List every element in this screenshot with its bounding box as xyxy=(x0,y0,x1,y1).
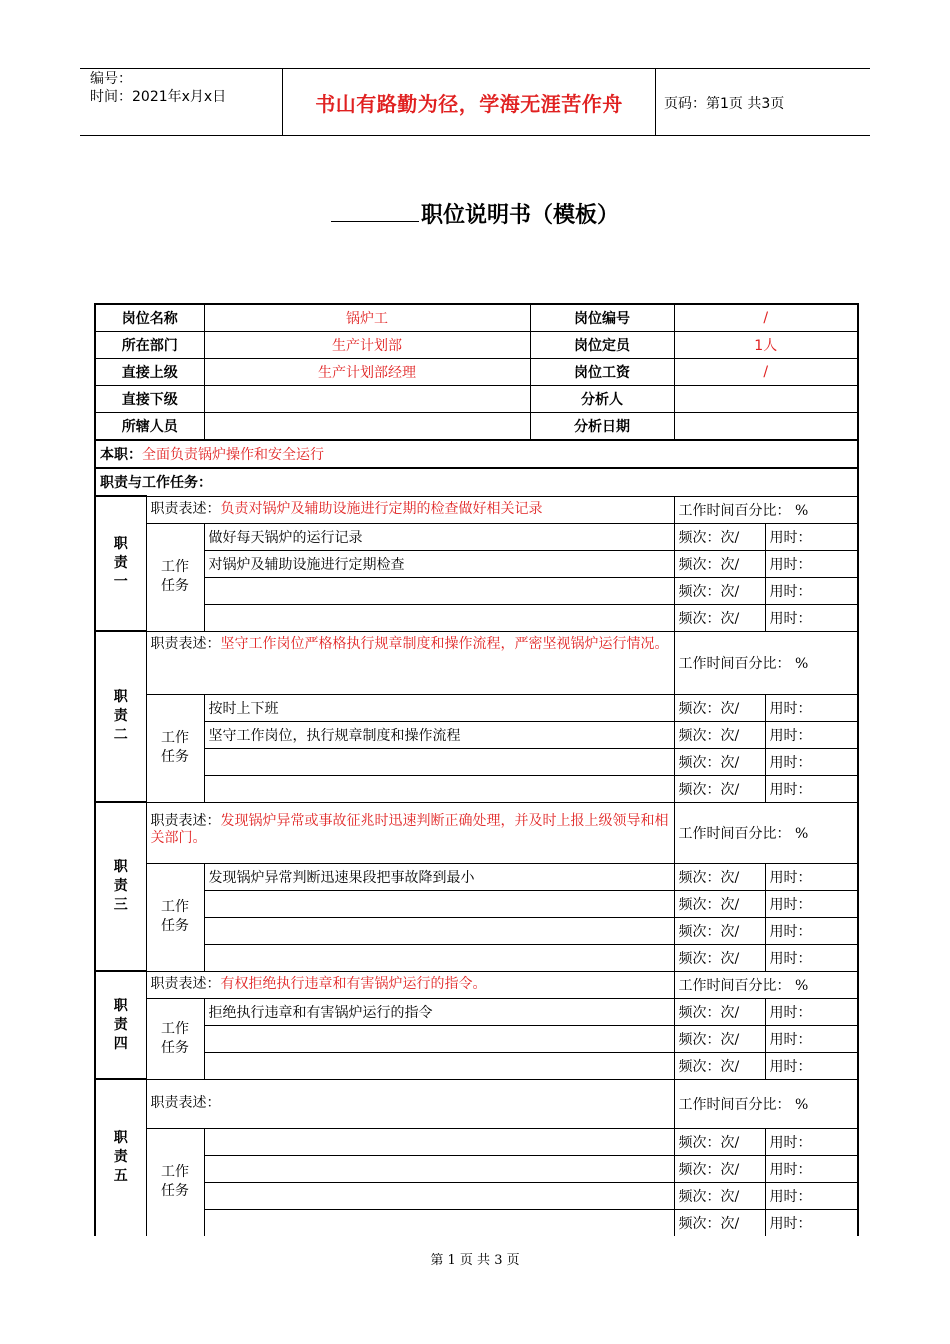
title-blank-line xyxy=(331,201,419,222)
job-description-form xyxy=(94,303,859,1236)
resp-2-task-3-freq: 频次：次/ xyxy=(674,748,765,775)
resp-5-desc-label: 职责表述： xyxy=(150,1095,221,1111)
resp-1-pct: 工作时间百分比： % xyxy=(674,496,858,523)
resp-5-task-2-freq: 频次：次/ xyxy=(674,1155,765,1182)
resp-5-task-4-used: 用时： xyxy=(765,1209,858,1236)
resp-2-desc-label: 职责表述： xyxy=(150,635,221,652)
resp-2-task-3 xyxy=(204,748,674,775)
duty-label: 本职： xyxy=(100,447,142,463)
resp-3-task-4 xyxy=(204,944,674,971)
resp-5-task-3-freq: 频次：次/ xyxy=(674,1182,765,1209)
resp-1-task-4-freq: 频次：次/ xyxy=(674,604,765,631)
resp-2-task-1-freq: 频次：次/ xyxy=(674,694,765,721)
resp-1-name xyxy=(95,496,146,631)
resp-1-task-4 xyxy=(204,604,674,631)
resp-2-task-label: 工作 任务 xyxy=(146,694,204,802)
page-footer: 第 1 页 共 3 页 xyxy=(430,1253,520,1268)
salary-label: 岗位工资 xyxy=(530,359,674,386)
headcount-label: 岗位定员 xyxy=(530,332,674,359)
resp-3-task-3-used: 用时： xyxy=(765,917,858,944)
headcount-value: 1人 xyxy=(674,332,858,359)
resp-2-desc-text: 坚守工作岗位严格格执行规章制度和操作流程，严密坚视锅炉运行情况。 xyxy=(220,635,669,652)
analyst-label: 分析人 xyxy=(530,386,674,413)
resp-5-desc xyxy=(146,1079,674,1128)
page-title xyxy=(0,198,950,229)
resp-1-task-1: 做好每天锅炉的运行记录 xyxy=(204,523,674,550)
post-name-value: 锅炉工 xyxy=(204,304,530,332)
resp-2-task-2: 坚守工作岗位，执行规章制度和操作流程 xyxy=(204,721,674,748)
resp-4-task-3-used: 用时： xyxy=(765,1052,858,1079)
resp-5-pct: 工作时间百分比： % xyxy=(674,1079,858,1128)
resp-2-task-2-freq: 频次：次/ xyxy=(674,721,765,748)
resp-3-task-4-used: 用时： xyxy=(765,944,858,971)
resp-2-pct: 工作时间百分比： % xyxy=(674,631,858,694)
resp-4-task-2-used: 用时： xyxy=(765,1025,858,1052)
resp-2-task-4-used: 用时： xyxy=(765,775,858,802)
resp-1-task-4-used: 用时： xyxy=(765,604,858,631)
resp-5-task-label: 工作 任务 xyxy=(146,1128,204,1236)
resp-2-task-1-used: 用时： xyxy=(765,694,858,721)
resp-4-task-3 xyxy=(204,1052,674,1079)
resp-4-task-3-freq: 频次：次/ xyxy=(674,1052,765,1079)
superior-label: 直接上级 xyxy=(95,359,204,386)
header-top-rule xyxy=(80,68,870,69)
resp-5-task-1 xyxy=(204,1128,674,1155)
header-meta xyxy=(90,70,226,106)
resp-4-desc-label: 职责表述： xyxy=(150,976,221,992)
resp-4-desc xyxy=(146,971,674,998)
resp-2-task-2-used: 用时： xyxy=(765,721,858,748)
resp-4-name-text: 职 责 四 xyxy=(113,997,128,1052)
resp-3-desc-text: 发现锅炉异常或事故征兆时迅速判断正确处理，并及时上报上级领导和相关部门。 xyxy=(150,812,669,846)
resp-4-name xyxy=(95,971,146,1079)
resp-2-name xyxy=(95,631,146,802)
resp-4-task-2-freq: 频次：次/ xyxy=(674,1025,765,1052)
resp-3-pct: 工作时间百分比： % xyxy=(674,802,858,863)
resp-1-task-label: 工作 任务 xyxy=(146,523,204,631)
resp-5-task-4-freq: 频次：次/ xyxy=(674,1209,765,1236)
resp-3-task-1-used: 用时： xyxy=(765,863,858,890)
resp-1-task-2-used: 用时： xyxy=(765,550,858,577)
resp-5-name xyxy=(95,1079,146,1236)
resp-5-task-3-used: 用时： xyxy=(765,1182,858,1209)
resp-3-desc-label: 职责表述： xyxy=(150,812,221,829)
subordinate-label: 直接下级 xyxy=(95,386,204,413)
resp-3-task-2-used: 用时： xyxy=(765,890,858,917)
header-divider-right xyxy=(655,68,656,136)
dept-label: 所在部门 xyxy=(95,332,204,359)
resp-3-task-2-freq: 频次：次/ xyxy=(674,890,765,917)
resp-1-task-3-freq: 频次：次/ xyxy=(674,577,765,604)
dept-value: 生产计划部 xyxy=(204,332,530,359)
analysis-date-label: 分析日期 xyxy=(530,413,674,441)
resp-5-task-2-used: 用时： xyxy=(765,1155,858,1182)
resp-4-task-1: 拒绝执行违章和有害锅炉运行的指令 xyxy=(204,998,674,1025)
post-name-label: 岗位名称 xyxy=(95,304,204,332)
header-bottom-rule xyxy=(80,135,870,136)
duty-text: 全面负责锅炉操作和安全运行 xyxy=(142,447,324,463)
resp-1-task-1-used: 用时： xyxy=(765,523,858,550)
resp-1-task-2-freq: 频次：次/ xyxy=(674,550,765,577)
resp-4-task-1-freq: 频次：次/ xyxy=(674,998,765,1025)
post-no-value: / xyxy=(674,304,858,332)
header-motto: 书山有路勤为径，学海无涯苦作舟 xyxy=(315,92,623,116)
resp-5-name-text: 职 责 五 xyxy=(113,1130,128,1185)
resp-2-name-text: 职 责 二 xyxy=(113,689,128,743)
resp-1-name-text: 职 责 一 xyxy=(113,536,128,590)
subordinate-value xyxy=(204,386,530,413)
resp-5-task-1-used: 用时： xyxy=(765,1128,858,1155)
resp-1-task-3-used: 用时： xyxy=(765,577,858,604)
duty-row xyxy=(95,440,858,468)
resp-3-task-4-freq: 频次：次/ xyxy=(674,944,765,971)
resp-1-desc-text: 负责对锅炉及辅助设施进行定期的检查做好相关记录 xyxy=(220,501,543,517)
page-title-text: 职位说明书（模板） xyxy=(420,203,619,228)
managed-value xyxy=(204,413,530,441)
resp-5-task-1-freq: 频次：次/ xyxy=(674,1128,765,1155)
resp-3-name-text: 职 责 三 xyxy=(113,859,128,913)
resp-1-desc xyxy=(146,496,674,523)
resp-3-task-1-freq: 频次：次/ xyxy=(674,863,765,890)
resp-1-desc-label: 职责表述： xyxy=(150,501,221,517)
resp-4-task-2 xyxy=(204,1025,674,1052)
resp-4-task-label: 工作 任务 xyxy=(146,998,204,1079)
doc-number-label: 编号： xyxy=(90,71,132,87)
resp-3-desc xyxy=(146,802,674,863)
resp-5-task-4 xyxy=(204,1209,674,1236)
header-page-info: 页码：第1页 共3页 xyxy=(664,96,785,112)
resp-5-task-2 xyxy=(204,1155,674,1182)
resp-4-pct: 工作时间百分比： % xyxy=(674,971,858,998)
resp-1-task-3 xyxy=(204,577,674,604)
resp-2-task-1: 按时上下班 xyxy=(204,694,674,721)
post-no-label: 岗位编号 xyxy=(530,304,674,332)
resp-5-task-3 xyxy=(204,1182,674,1209)
resp-4-desc-text: 有权拒绝执行违章和有害锅炉运行的指令。 xyxy=(220,976,487,992)
resp-2-task-3-used: 用时： xyxy=(765,748,858,775)
resp-3-task-1: 发现锅炉异常判断迅速果段把事故降到最小 xyxy=(204,863,674,890)
resp-2-task-4 xyxy=(204,775,674,802)
resp-3-name xyxy=(95,802,146,971)
resp-3-task-3 xyxy=(204,917,674,944)
resp-3-task-3-freq: 频次：次/ xyxy=(674,917,765,944)
analysis-date-value xyxy=(674,413,858,441)
resp-2-desc xyxy=(146,631,674,694)
resp-1-task-2: 对锅炉及辅助设施进行定期检查 xyxy=(204,550,674,577)
resp-4-task-1-used: 用时： xyxy=(765,998,858,1025)
salary-value: / xyxy=(674,359,858,386)
analyst-value xyxy=(674,386,858,413)
doc-time: 时间：2021年x月x日 xyxy=(90,89,227,105)
resp-1-task-1-freq: 频次：次/ xyxy=(674,523,765,550)
resp-2-task-4-freq: 频次：次/ xyxy=(674,775,765,802)
tasks-heading: 职责与工作任务： xyxy=(95,468,858,496)
managed-label: 所辖人员 xyxy=(95,413,204,441)
superior-value: 生产计划部经理 xyxy=(204,359,530,386)
resp-3-task-2 xyxy=(204,890,674,917)
resp-3-task-label: 工作 任务 xyxy=(146,863,204,971)
